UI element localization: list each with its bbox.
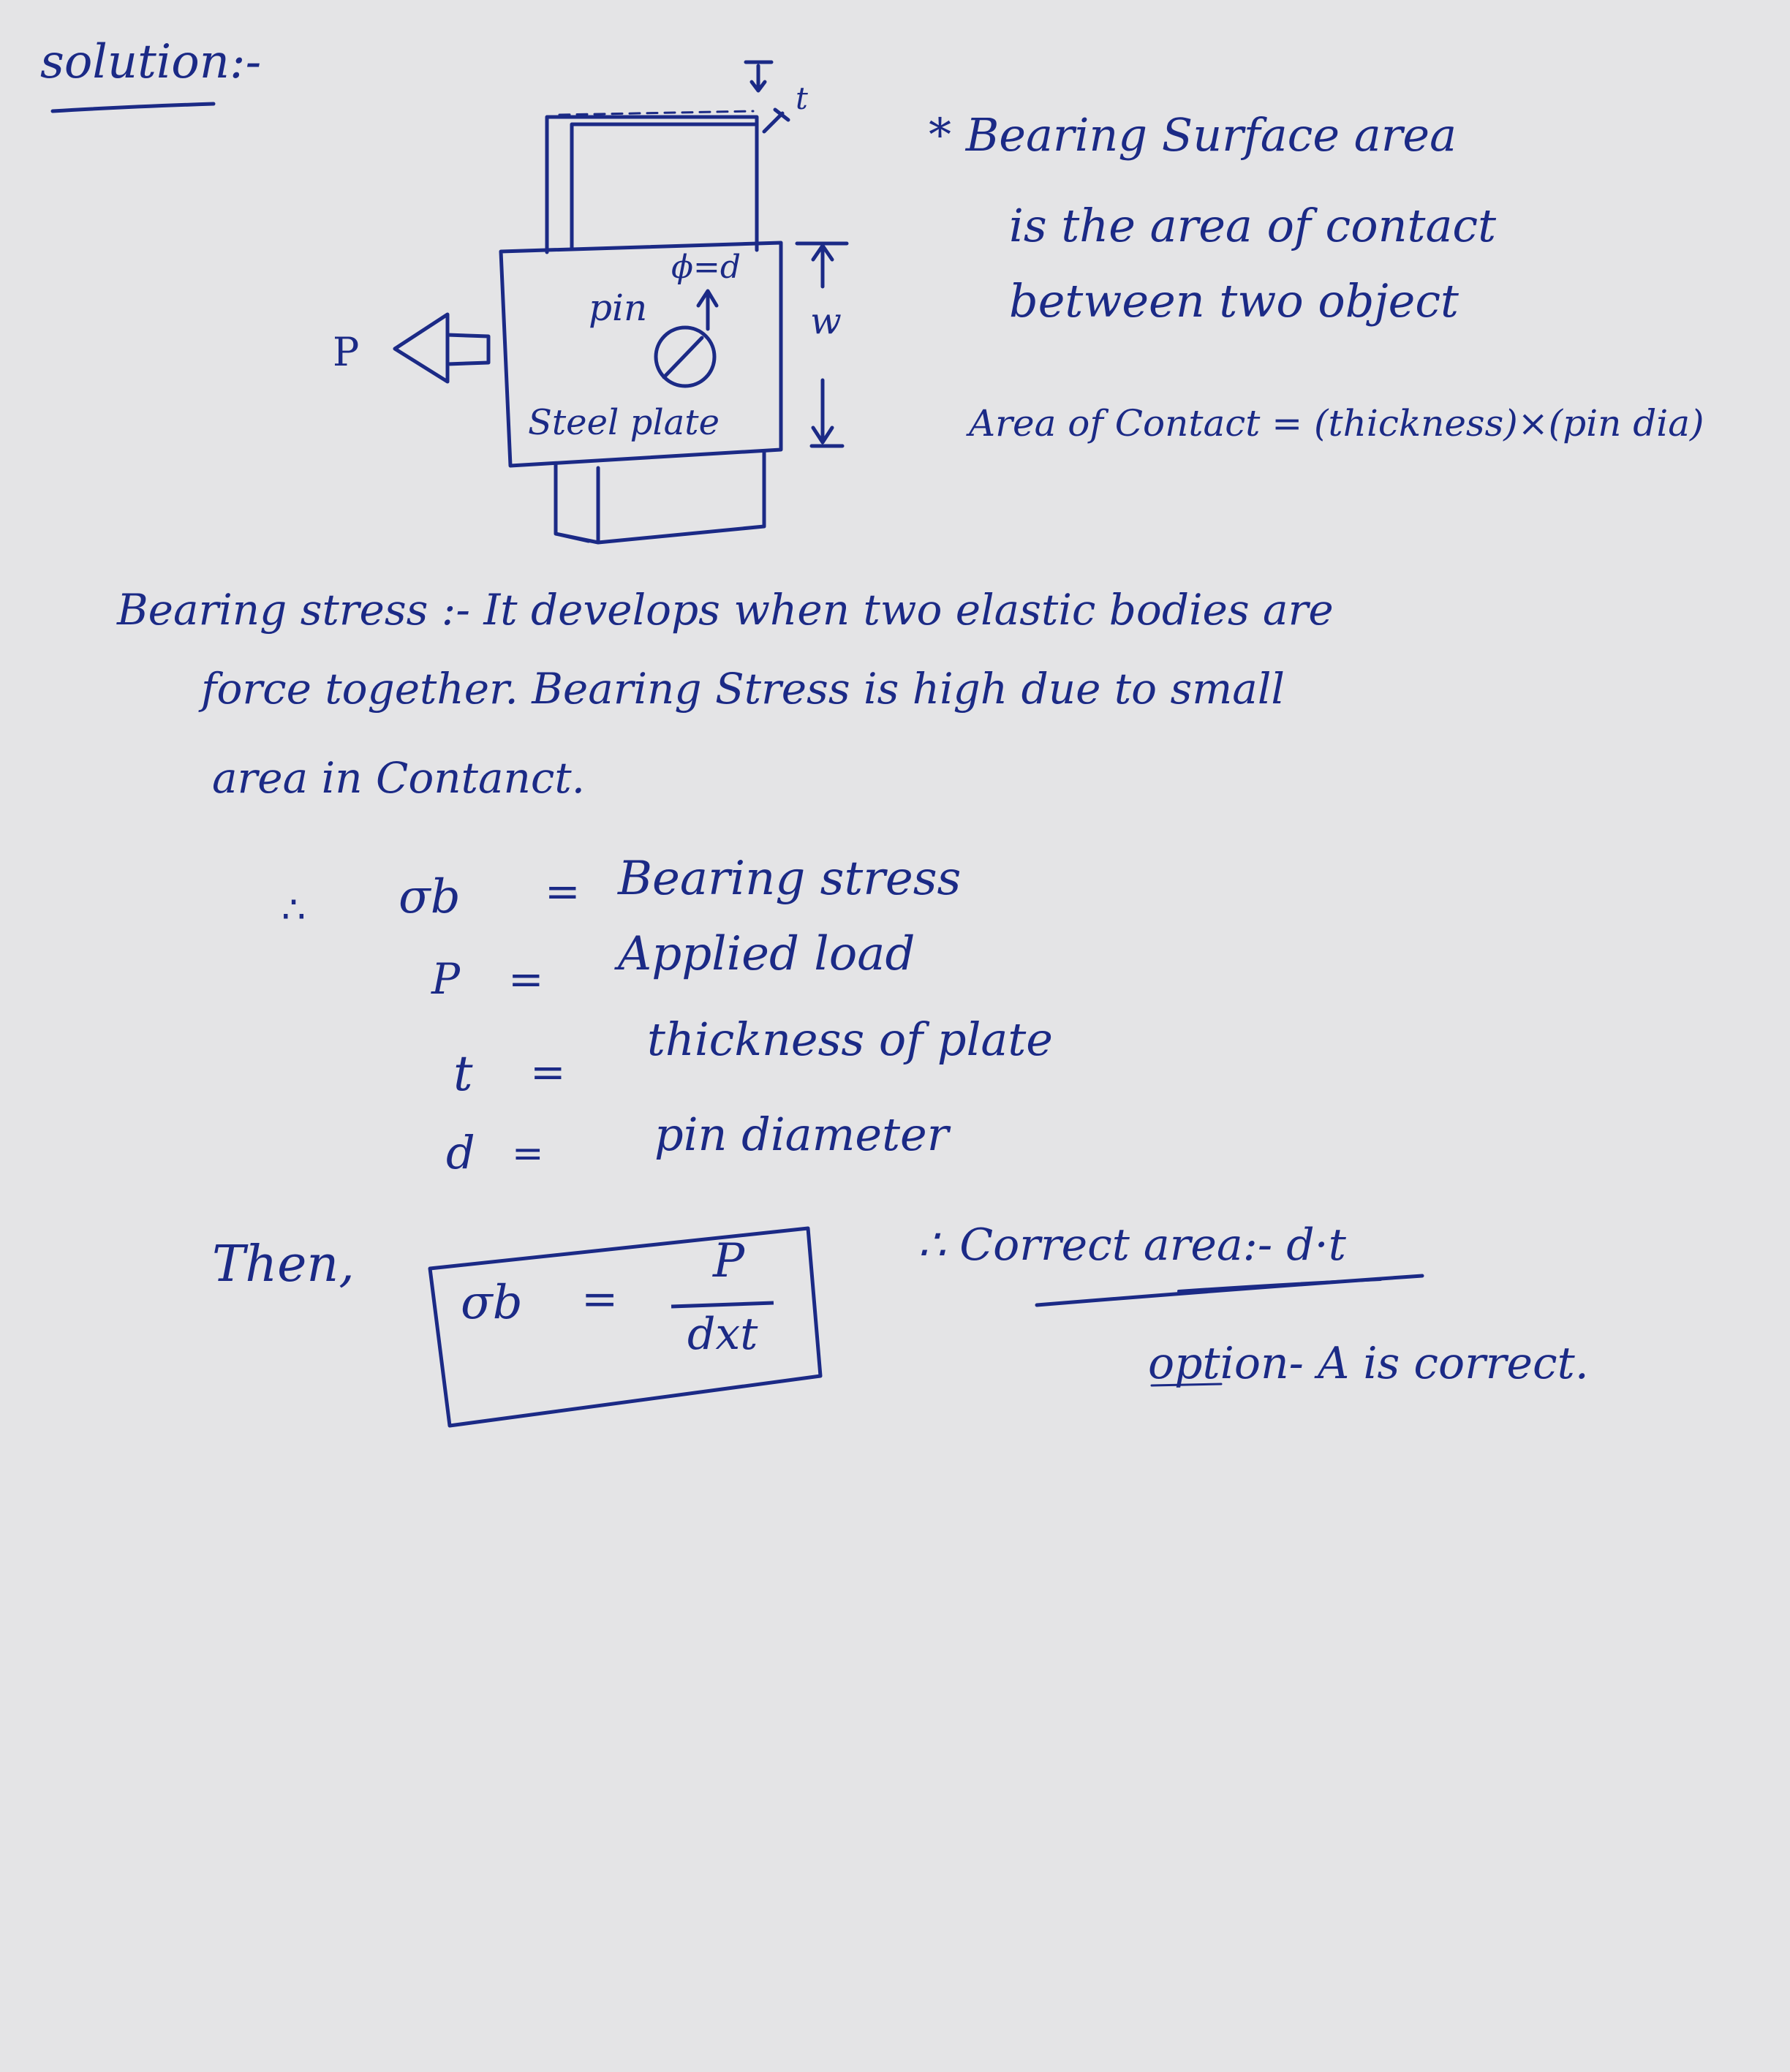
symbol-d-eq: = [512, 1132, 544, 1176]
correct-area-statement: ∴ Correct area:- d·t [918, 1220, 1346, 1271]
then-label: Then, [212, 1236, 355, 1293]
upper-member [547, 117, 757, 252]
symbol-sigma-b: σb [399, 870, 461, 924]
bearing-surface-note-line1: * Bearing Surface area [929, 108, 1457, 162]
lower-member [556, 452, 764, 542]
symbol-t-eq: = [530, 1047, 566, 1097]
width-label: w [810, 300, 842, 342]
load-arrow [395, 314, 488, 382]
symbol-p: P [431, 954, 461, 1004]
pin-diameter-line [664, 338, 702, 377]
symbol-p-meaning: Applied load [618, 927, 915, 981]
plate-label: Steel plate [528, 402, 720, 443]
definition-line1: Bearing stress :- It develops when two elastic bodies are [117, 585, 1334, 635]
top-dashed-line [559, 111, 753, 115]
page-heading: solution:- [40, 35, 262, 89]
correct-area-underline-2 [1179, 1279, 1381, 1291]
pin-arrow [698, 291, 717, 329]
therefore-mark: ∴ [282, 888, 306, 932]
formula-lhs: σb [461, 1276, 523, 1330]
symbol-p-eq: = [508, 954, 544, 1004]
heading-underline [53, 104, 214, 111]
symbol-d-meaning: pin diameter [654, 1108, 949, 1161]
force-label: P [333, 329, 360, 375]
definition-line2: force together. Bearing Stress is high due to small [201, 664, 1285, 714]
pin-diameter-label: ϕ=d [671, 249, 741, 286]
symbol-sigma-b-meaning: Bearing stress [618, 852, 962, 906]
symbol-t: t [453, 1046, 473, 1102]
option-statement: option- A is correct. [1148, 1338, 1589, 1389]
formula-numerator: P [713, 1234, 745, 1288]
width-dim [797, 243, 847, 446]
formula-eq: = [581, 1274, 619, 1325]
symbol-d: d [446, 1126, 475, 1179]
symbol-t-meaning: thickness of plate [647, 1013, 1054, 1066]
area-of-contact-formula: Area of Contact = (thickness)×(pin dia) [969, 402, 1704, 445]
bearing-surface-note-line3: between two object [1009, 274, 1459, 328]
bearing-surface-note-line2: is the area of contact [1009, 199, 1497, 252]
thickness-label: t [796, 80, 808, 116]
symbol-sigma-b-eq: = [545, 866, 581, 916]
pin-label: pin [589, 287, 648, 329]
formula-denominator: dxt [687, 1309, 758, 1360]
thickness-dim [746, 62, 788, 132]
definition-line3: area in Contanct. [212, 753, 586, 803]
